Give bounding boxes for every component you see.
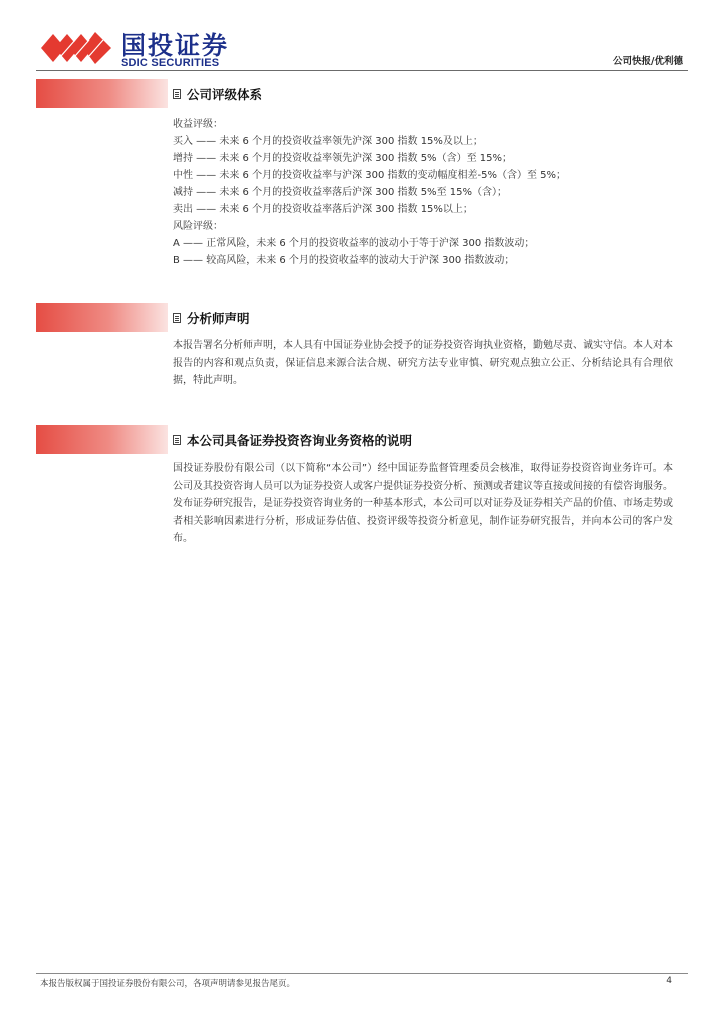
section-title-text: 本公司具备证券投资咨询业务资格的说明: [187, 432, 413, 448]
company-logo: [41, 26, 241, 70]
footer-disclaimer: 本报告版权属于国投证券股份有限公司，各项声明请参见报告尾页。: [40, 979, 296, 989]
section-heading-rating-system: [173, 79, 262, 108]
footer-divider: [36, 973, 688, 974]
header-divider: [36, 70, 688, 71]
section-accent-bar: [36, 303, 168, 332]
logo-chinese-name: 国投证券: [121, 31, 230, 60]
rating-line: 减持 —— 未来 6 个月的投资收益率落后沪深 300 指数 5%至 15%（含）；: [173, 187, 507, 198]
section-accent-bar: [36, 425, 168, 454]
section-heading-analyst-statement: [173, 303, 250, 332]
logo-mark-icon: [41, 26, 119, 66]
logo-english-name: SDIC SECURITIES: [121, 57, 220, 69]
rating-line: 风险评级：: [173, 221, 223, 232]
rating-line: B —— 较高风险，未来 6 个月的投资收益率的波动大于沪深 300 指数波动；: [173, 255, 515, 266]
rating-line: 增持 —— 未来 6 个月的投资收益率领先沪深 300 指数 5%（含）至 15%；: [173, 153, 512, 164]
document-icon: [173, 89, 181, 99]
qualification-paragraph: 国投证券股份有限公司（以下简称“本公司”）经中国证券监督管理委员会核准，取得证券投资咨询业务许可。本公司及其投资咨询人员可以为证券投资人或客户提供证券投资分析、预测或者建议等直接或间接的有偿咨询服务。发布证券研究报告，是证券投资咨询业务的一种基本形式，本公司可以对证券及证券相关产品的价值、市场走势或者相关影响因素进行分析，形成证券估值、投资评级等投资分析意见，制作证券研究报告，并向本公司的客户发布。: [173, 463, 673, 544]
rating-line: 收益评级：: [173, 119, 223, 130]
report-tag: 公司快报/优利德: [613, 56, 683, 67]
section-title-text: 公司评级体系: [187, 86, 263, 102]
section-title-text: 分析师声明: [187, 310, 250, 326]
document-icon: [173, 435, 181, 445]
document-icon: [173, 313, 181, 323]
rating-line: 卖出 —— 未来 6 个月的投资收益率落后沪深 300 指数 15%以上；: [173, 204, 473, 215]
rating-line: A —— 正常风险，未来 6 个月的投资收益率的波动小于等于沪深 300 指数波动；: [173, 238, 535, 249]
rating-system-list: [173, 116, 673, 269]
rating-line: 中性 —— 未来 6 个月的投资收益率与沪深 300 指数的变动幅度相差-5%（含）至 5%；: [173, 170, 567, 181]
page-number: 4: [666, 976, 672, 986]
rating-line: 买入 —— 未来 6 个月的投资收益率领先沪深 300 指数 15%及以上；: [173, 136, 483, 147]
section-heading-qualification: [173, 425, 412, 454]
section-accent-bar: [36, 79, 168, 108]
analyst-statement-paragraph: 本报告署名分析师声明，本人具有中国证券业协会授予的证券投资咨询执业资格，勤勉尽责、诚实守信。本人对本报告的内容和观点负责，保证信息来源合法合规、研究方法专业审慎、研究观点独立公正、分析结论具有合理依据，特此声明。: [173, 340, 673, 386]
